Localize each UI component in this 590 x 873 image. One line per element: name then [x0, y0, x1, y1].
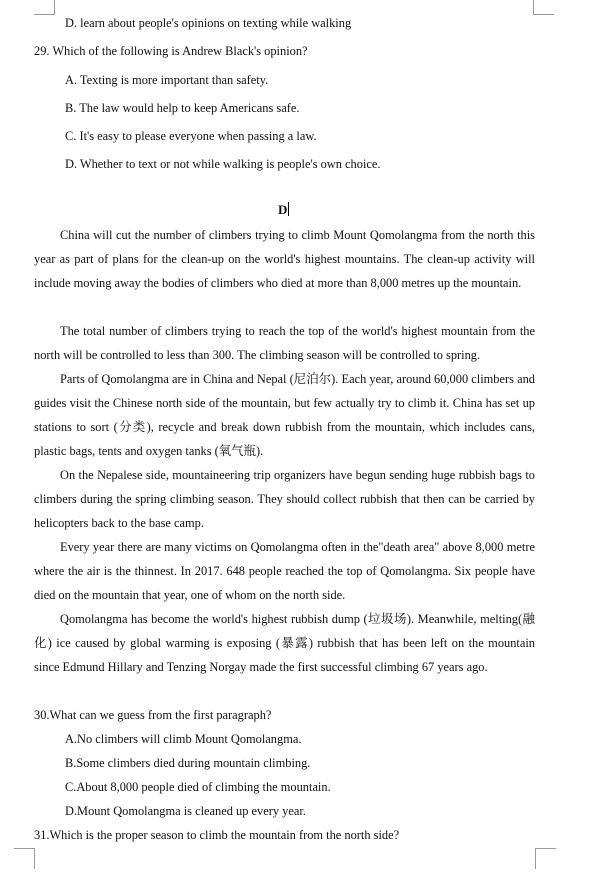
q29-option-d: D. Whether to text or not while walking is people's own choice. [65, 157, 381, 171]
q29-option-a: A. Texting is more important than safety. [65, 73, 269, 87]
passage-paragraph: On the Nepalese side, mountaineering trip organizers have begun sending huge rubbish bags to climbers during the spring climbing season. They should collect rubbish that then can be carried by helicopters back to the base camp. [34, 468, 535, 530]
q31-question: 31.Which is the proper season to climb the mountain from the north side? [34, 828, 400, 842]
page-corner-mark-bottom-right [535, 848, 556, 869]
q29-question: 29. Which of the following is Andrew Black's opinion? [34, 44, 308, 58]
q28-option-d: D. learn about people's opinions on texting while walking [65, 16, 352, 30]
passage-paragraph: Parts of Qomolangma are in China and Nepal (尼泊尔). Each year, around 60,000 climbers and guides visit the Chinese north side of the mountain, but few actually try to climb it. China has set up stations to sort (分类), recycle and break down rubbish from the mountain, which includes cans, plastic bags, tents and oxygen tanks (氧气瓶). [34, 372, 535, 458]
text-cursor [288, 202, 289, 216]
q30-option-a: A.No climbers will climb Mount Qomolangma. [65, 732, 302, 746]
passage-paragraph: Every year there are many victims on Qomolangma often in the"death area" above 8,000 metre where the air is the thinnest. In 2017. 648 people reached the top of Qomolangma. Six people have died on the mountain that year, one of whom on the north side. [34, 540, 535, 602]
passage-heading [278, 201, 289, 219]
passage-paragraph: Qomolangma has become the world's highest rubbish dump (垃圾场). Meanwhile, melting(融化) ice caused by global warming is exposing (暴露) rubbish that has been left on the mountain since Edmund Hillary and Tenzing Norgay made the first successful climbing 67 years ago. [34, 612, 535, 674]
passage-paragraph: The total number of climbers trying to reach the top of the world's highest mountain from the north will be controlled to less than 300. The climbing season will be controlled to spring. [34, 324, 535, 362]
page-corner-mark-top-left [34, 0, 55, 15]
q29-option-b: B. The law would help to keep Americans safe. [65, 101, 300, 115]
q30-option-c: C.About 8,000 people died of climbing the mountain. [65, 780, 331, 794]
q30-option-b: B.Some climbers died during mountain climbing. [65, 756, 311, 770]
q29-option-c: C. It's easy to please everyone when passing a law. [65, 129, 317, 143]
passage-paragraph: China will cut the number of climbers trying to climb Mount Qomolangma from the north this year as part of plans for the clean-up on the world's highest mountains. The clean-up activity will include moving away the bodies of climbers who died at more than 8,000 metres up the mountain. [34, 228, 535, 290]
q30-option-d: D.Mount Qomolangma is cleaned up every year. [65, 804, 306, 818]
passage-label: D [278, 202, 288, 217]
q30-question: 30.What can we guess from the first paragraph? [34, 708, 272, 722]
page-corner-mark-bottom-left [14, 848, 35, 869]
page-corner-mark-top-right [533, 0, 554, 15]
